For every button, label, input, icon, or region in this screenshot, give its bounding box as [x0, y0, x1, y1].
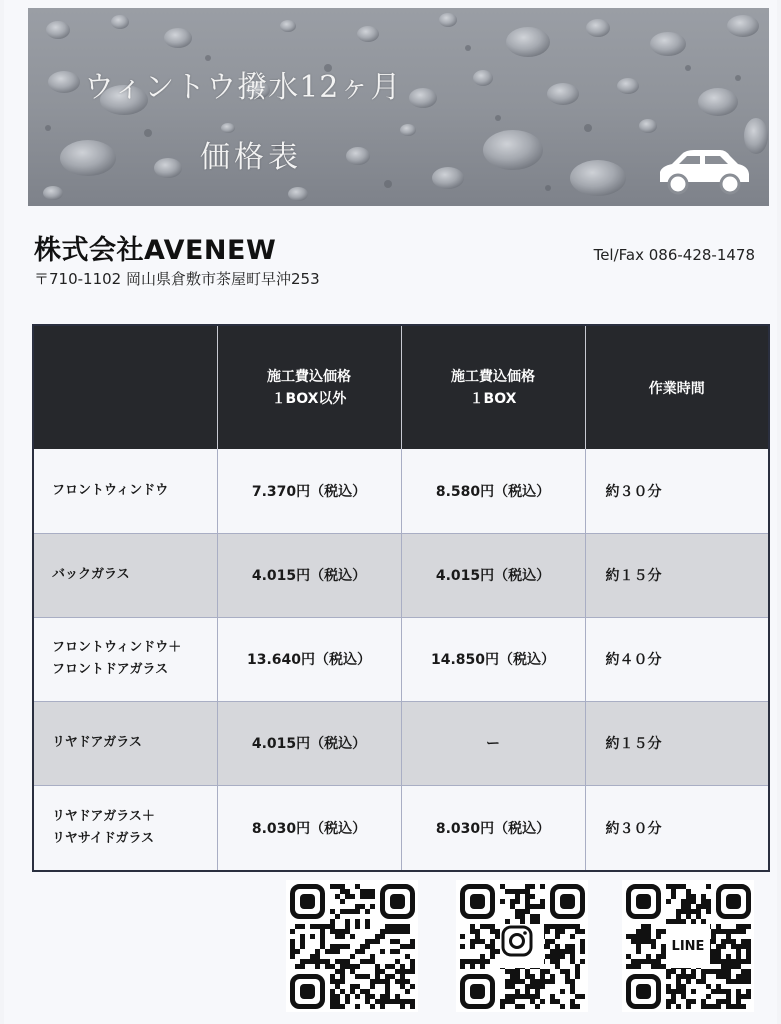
header-price-box-line2: １BOX [469, 390, 517, 407]
row-price-box: 8.580円（税込） [401, 449, 585, 533]
row-price-box: 8.030円（税込） [401, 785, 585, 871]
header-price-non-box-line1: 施工費込価格 [267, 368, 351, 385]
table-row [33, 617, 769, 701]
row-item [33, 785, 217, 871]
row-price-non-box: 4.015円（税込） [217, 533, 401, 617]
row-item [33, 533, 217, 617]
header-empty-cell [33, 325, 217, 449]
header-banner [28, 8, 769, 206]
header-price-non-box-line2: １BOX以外 [271, 390, 347, 407]
qr-code-website[interactable] [286, 880, 418, 1012]
row-price-non-box: 7.370円（税込） [217, 449, 401, 533]
table-row [33, 449, 769, 533]
qr-code-instagram[interactable] [456, 880, 588, 1012]
row-item-line1: フロントウィンドウ [52, 482, 169, 498]
table-row [33, 533, 769, 617]
row-item-line1: バックガラス [52, 567, 130, 582]
row-item [33, 701, 217, 785]
tel-fax: Tel/Fax 086-428-1478 [593, 246, 755, 264]
qr-code-icon [286, 880, 418, 1012]
row-work-time: 約１５分 [585, 533, 769, 617]
table-row [33, 701, 769, 785]
header-price-box [401, 325, 585, 449]
instagram-icon [500, 924, 544, 968]
banner-title: ウィントウ撥水12ヶ月 [84, 70, 402, 105]
table-header-row [33, 325, 769, 449]
table-row [33, 785, 769, 871]
line-icon [666, 924, 710, 968]
company-name: 株式会社AVENEW [34, 235, 277, 266]
row-item-line1: リヤドアガラス＋ [52, 808, 155, 824]
car-icon [654, 146, 754, 198]
header-price-box-line1: 施工費込価格 [451, 368, 535, 385]
row-item-line2: リヤサイドガラス [52, 830, 155, 846]
row-item-line1: リヤドアガラス [52, 735, 142, 750]
row-price-box: 14.850円（税込） [401, 617, 585, 701]
row-work-time: 約１５分 [585, 701, 769, 785]
line-label: LINE [669, 938, 708, 955]
row-work-time: 約３０分 [585, 449, 769, 533]
row-item [33, 617, 217, 701]
row-work-time: 約４０分 [585, 617, 769, 701]
row-item-line2: フロントドアガラス [52, 662, 169, 677]
row-price-box: ー [401, 701, 585, 785]
header-work-time: 作業時間 [585, 325, 769, 449]
price-sheet [4, 0, 777, 1024]
banner-subtitle: 価格表 [200, 140, 302, 175]
row-price-non-box: 13.640円（税込） [217, 617, 401, 701]
row-price-non-box: 4.015円（税込） [217, 701, 401, 785]
qr-code-line[interactable] [622, 880, 754, 1012]
row-item-line1: フロントウィンドウ＋ [52, 640, 182, 655]
price-table [32, 324, 770, 872]
header-price-non-box [217, 325, 401, 449]
row-price-non-box: 8.030円（税込） [217, 785, 401, 871]
company-address: 〒710-1102 岡山県倉敷市茶屋町早沖253 [34, 270, 320, 288]
row-item [33, 449, 217, 533]
row-work-time: 約３０分 [585, 785, 769, 871]
row-price-box: 4.015円（税込） [401, 533, 585, 617]
